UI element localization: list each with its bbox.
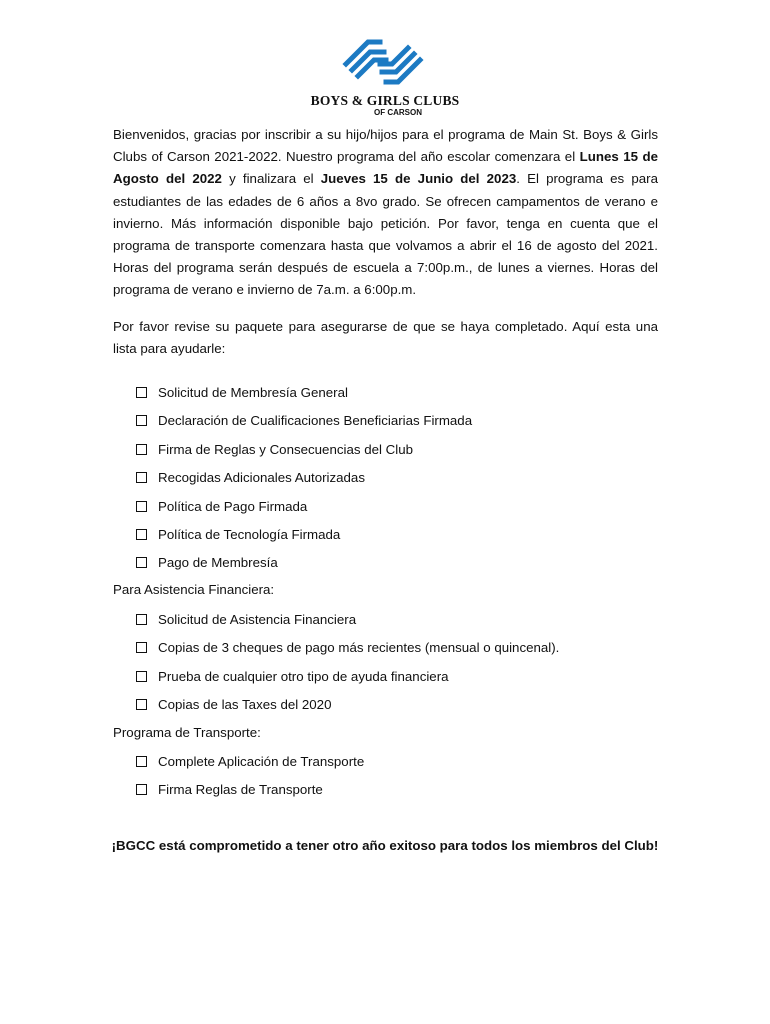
checkbox-icon: [136, 756, 147, 767]
checkbox-icon: [136, 387, 147, 398]
logo-wordmark: BOYS & GIRLS CLUBS: [310, 93, 460, 108]
financial-heading: Para Asistencia Financiera:: [113, 582, 275, 597]
checklist-item: Pago de Membresía: [136, 553, 472, 581]
logo-subtitle: OF CARSON: [374, 108, 422, 117]
checklist-item: Política de Tecnología Firmada: [136, 525, 472, 553]
checkbox-icon: [136, 415, 147, 426]
financial-checklist: [136, 610, 559, 724]
checklist-item: Declaración de Cualificaciones Beneficiarias Firmada: [136, 411, 472, 439]
checklist-item: Política de Pago Firmada: [136, 497, 472, 525]
checkbox-icon: [136, 501, 147, 512]
checkbox-icon: [136, 671, 147, 682]
checkbox-icon: [136, 472, 147, 483]
checklist-item: Firma Reglas de Transporte: [136, 780, 364, 808]
intro-text-1: Bienvenidos, gracias por inscribir a su hijo/hijos para el programa de Main St. Boys & Girls Clubs of Carson 2021-2022. Nuestro programa del año escolar comenzara el: [113, 127, 658, 165]
checklist-item: Copias de las Taxes del 2020: [136, 695, 559, 723]
end-date: Jueves 15 de Junio del 2023: [320, 171, 517, 187]
checklist-item: Complete Aplicación de Transporte: [136, 752, 364, 780]
review-paragraph: Por favor revise su paquete para asegurarse de que se haya completado. Aquí esta una lista para ayudarle:: [113, 319, 658, 356]
checkbox-icon: [136, 529, 147, 540]
intro-paragraph: [113, 124, 658, 302]
general-checklist: [136, 383, 472, 582]
hands-logo-icon: [340, 34, 426, 90]
checklist-item: Firma de Reglas y Consecuencias del Club: [136, 440, 472, 468]
intro-text-3: . El programa es para estudiantes de las edades de 6 años a 8vo grado. Se ofrecen campamentos de verano e invierno. Más información disponible bajo petición. Por favor, tenga en cuenta que el programa de transporte comenzara hasta que volvamos a abrir el 16 de agosto del 2021. Horas del programa serán después de escuela a 7:00p.m., de lunes a viernes. Horas del programa de verano e invierno de 7a.m. a 6:00p.m.: [113, 171, 658, 298]
checklist-item: Recogidas Adicionales Autorizadas: [136, 468, 472, 496]
checkbox-icon: [136, 784, 147, 795]
transport-heading: Programa de Transporte:: [113, 725, 261, 740]
closing-statement: ¡BGCC está comprometido a tener otro año exitoso para todos los miembros del Club!: [111, 838, 659, 853]
checklist-item: Prueba de cualquier otro tipo de ayuda financiera: [136, 667, 559, 695]
checkbox-icon: [136, 557, 147, 568]
checkbox-icon: [136, 614, 147, 625]
checklist-item: Copias de 3 cheques de pago más recientes (mensual o quincenal).: [136, 638, 559, 666]
club-logo: [300, 34, 470, 120]
checkbox-icon: [136, 642, 147, 653]
start-date: Lunes 15 de Agosto del 2022: [113, 149, 658, 187]
checklist-item: Solicitud de Membresía General: [136, 383, 472, 411]
transport-checklist: [136, 752, 364, 809]
checkbox-icon: [136, 699, 147, 710]
checklist-item: Solicitud de Asistencia Financiera: [136, 610, 559, 638]
intro-text-2: y finalizara el: [221, 171, 321, 187]
checkbox-icon: [136, 444, 147, 455]
